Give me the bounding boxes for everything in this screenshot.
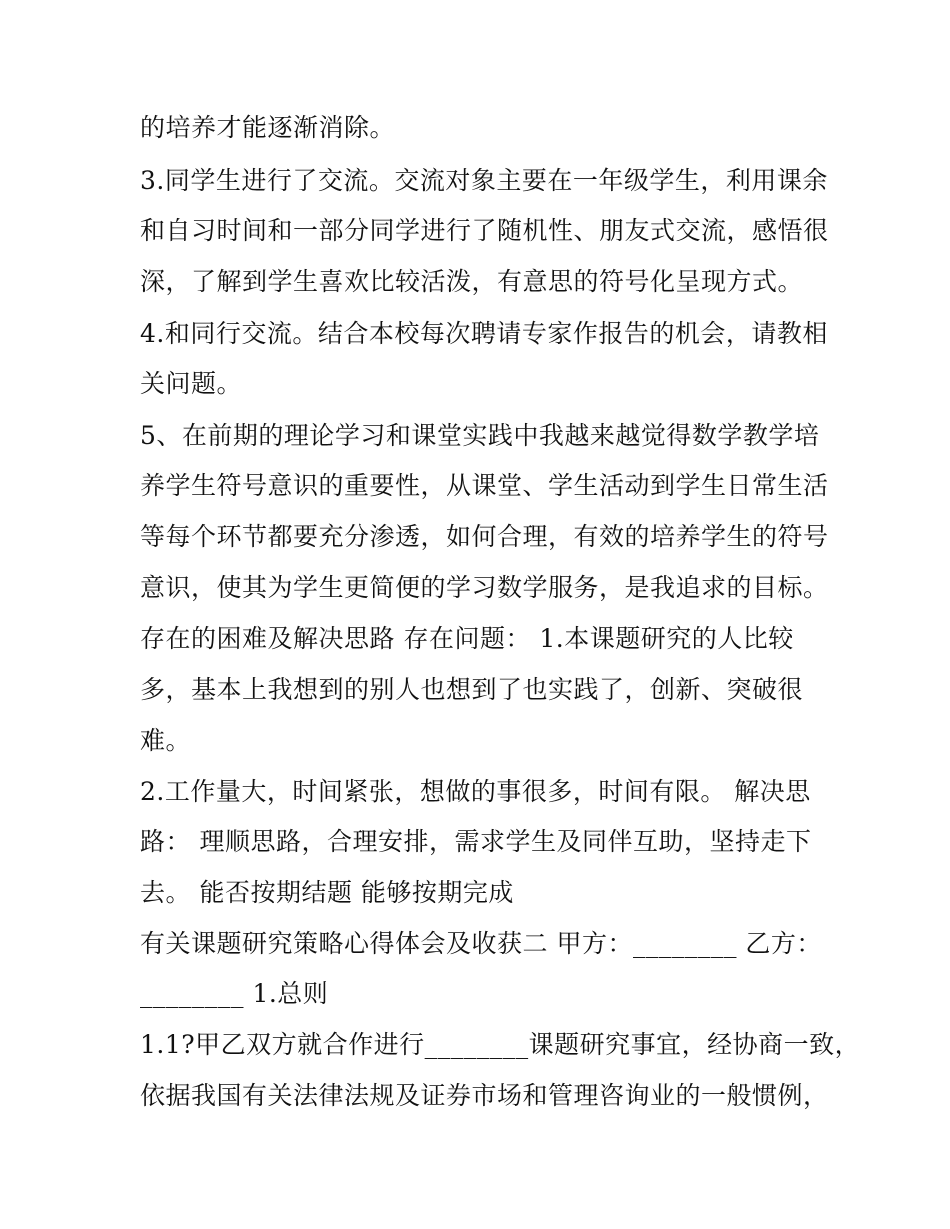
text-line: 2.工作量大，时间紧张，想做的事很多，时间有限。 解决思: [140, 777, 811, 806]
text-line: 5、在前期的理论学习和课堂实践中我越来越觉得数学教学培: [140, 421, 820, 450]
text-line: 3.同学生进行了交流。交流对象主要在一年级学生，利用课余: [140, 166, 828, 195]
text-line: 难。: [140, 726, 192, 755]
text-line: 关问题。: [140, 369, 243, 398]
text-line: 有关课题研究策略心得体会及收获二 甲方：________ 乙方：: [140, 929, 822, 958]
text-line: 1.1?甲乙双方就合作进行________课题研究事宜，经协商一致，: [140, 1030, 861, 1059]
text-line: 深，了解到学生喜欢比较活泼，有意思的符号化呈现方式。: [140, 267, 804, 296]
text-line: 路： 理顺思路，合理安排，需求学生及同伴互助，坚持走下: [140, 827, 812, 856]
text-line: 多，基本上我想到的别人也想到了也实践了，创新、突破很: [140, 675, 804, 704]
text-line: 意识，使其为学生更简便的学习数学服务，是我追求的目标。: [140, 573, 829, 602]
text-line: 去。 能否按期结题 能够按期完成: [140, 878, 514, 907]
text-line: 的培养才能逐渐消除。: [140, 113, 396, 142]
text-line: 4.和同行交流。结合本校每次聘请专家作报告的机会，请教相: [140, 319, 828, 348]
text-line: 和自习时间和一部分同学进行了随机性、朋友式交流，感悟很: [140, 216, 829, 245]
text-line: 养学生符号意识的重要性，从课堂、学生活动到学生日常生活: [140, 471, 829, 500]
text-line: 存在的困难及解决思路 存在问题： 1.本课题研究的人比较: [140, 624, 794, 653]
text-line: 依据我国有关法律法规及证券市场和管理咨询业的一般惯例，: [140, 1081, 829, 1110]
text-line: 等每个环节都要充分渗透，如何合理，有效的培养学生的符号: [140, 522, 829, 551]
text-line: ________ 1.总则: [140, 979, 329, 1008]
